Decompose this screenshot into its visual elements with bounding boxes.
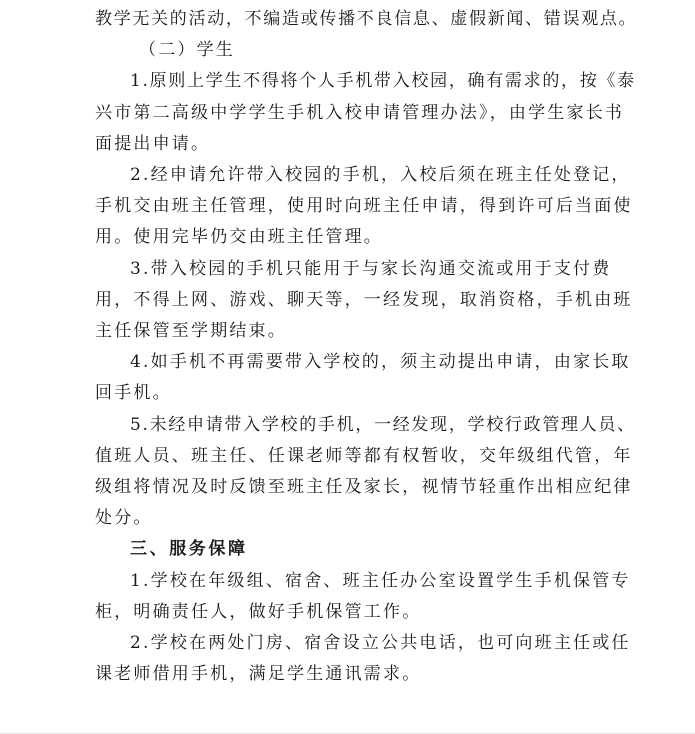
paragraph-line: 级组将情况及时反馈至班主任及家长，视情节轻重作出相应纪律 — [95, 477, 633, 498]
paragraph-line: 3.带入校园的手机只能用于与家长沟通交流或用于支付费 — [130, 258, 612, 279]
paragraph-line: 兴市第二高级中学学生手机入校申请管理办法》，由学生家长书 — [95, 102, 625, 123]
paragraph-line: 柜，明确责任人，做好手机保管工作。 — [95, 601, 422, 622]
paragraph-line: 回手机。 — [95, 383, 172, 404]
paragraph-line: 5.未经申请带入学校的手机，一经发现，学校行政管理人员、 — [130, 414, 636, 435]
paragraph-line: 值班人员、班主任、任课老师等都有权暂收，交年级组代管，年 — [95, 445, 633, 466]
paragraph-line: 2.经申请允许带入校园的手机，入校后须在班主任处登记， — [130, 165, 631, 186]
paragraph-line: 用。使用完毕仍交由班主任管理。 — [95, 227, 383, 248]
paragraph-line: 手机交由班主任管理，使用时向班主任申请，得到许可后当面使 — [95, 196, 633, 217]
paragraph-line: 面提出申请。 — [95, 133, 211, 154]
section-heading-service-guarantee: 三、服务保障 — [130, 539, 248, 560]
paragraph-line: 处分。 — [95, 508, 153, 529]
paragraph-line: 课老师借用手机，满足学生通讯需求。 — [95, 664, 422, 685]
paragraph-line: 4.如手机不再需要带入学校的，须主动提出申请，由家长取 — [130, 352, 631, 373]
paragraph-line: 1.学校在年级组、宿舍、班主任办公室设置学生手机保管专 — [130, 570, 631, 591]
paragraph-line: 1.原则上学生不得将个人手机带入校园，确有需求的，按《泰 — [130, 71, 636, 92]
section-subheading-students: （二）学生 — [139, 40, 235, 61]
paragraph-line: 2.学校在两处门房、宿舍设立公共电话，也可向班主任或任 — [130, 633, 631, 654]
paragraph-line: 用，不得上网、游戏、聊天等，一经发现，取消资格，手机由班 — [95, 289, 633, 310]
paragraph-line: 主任保管至学期结束。 — [95, 321, 287, 342]
paragraph-line: 教学无关的活动，不编造或传播不良信息、虚假新闻、错误观点。 — [95, 9, 638, 29]
